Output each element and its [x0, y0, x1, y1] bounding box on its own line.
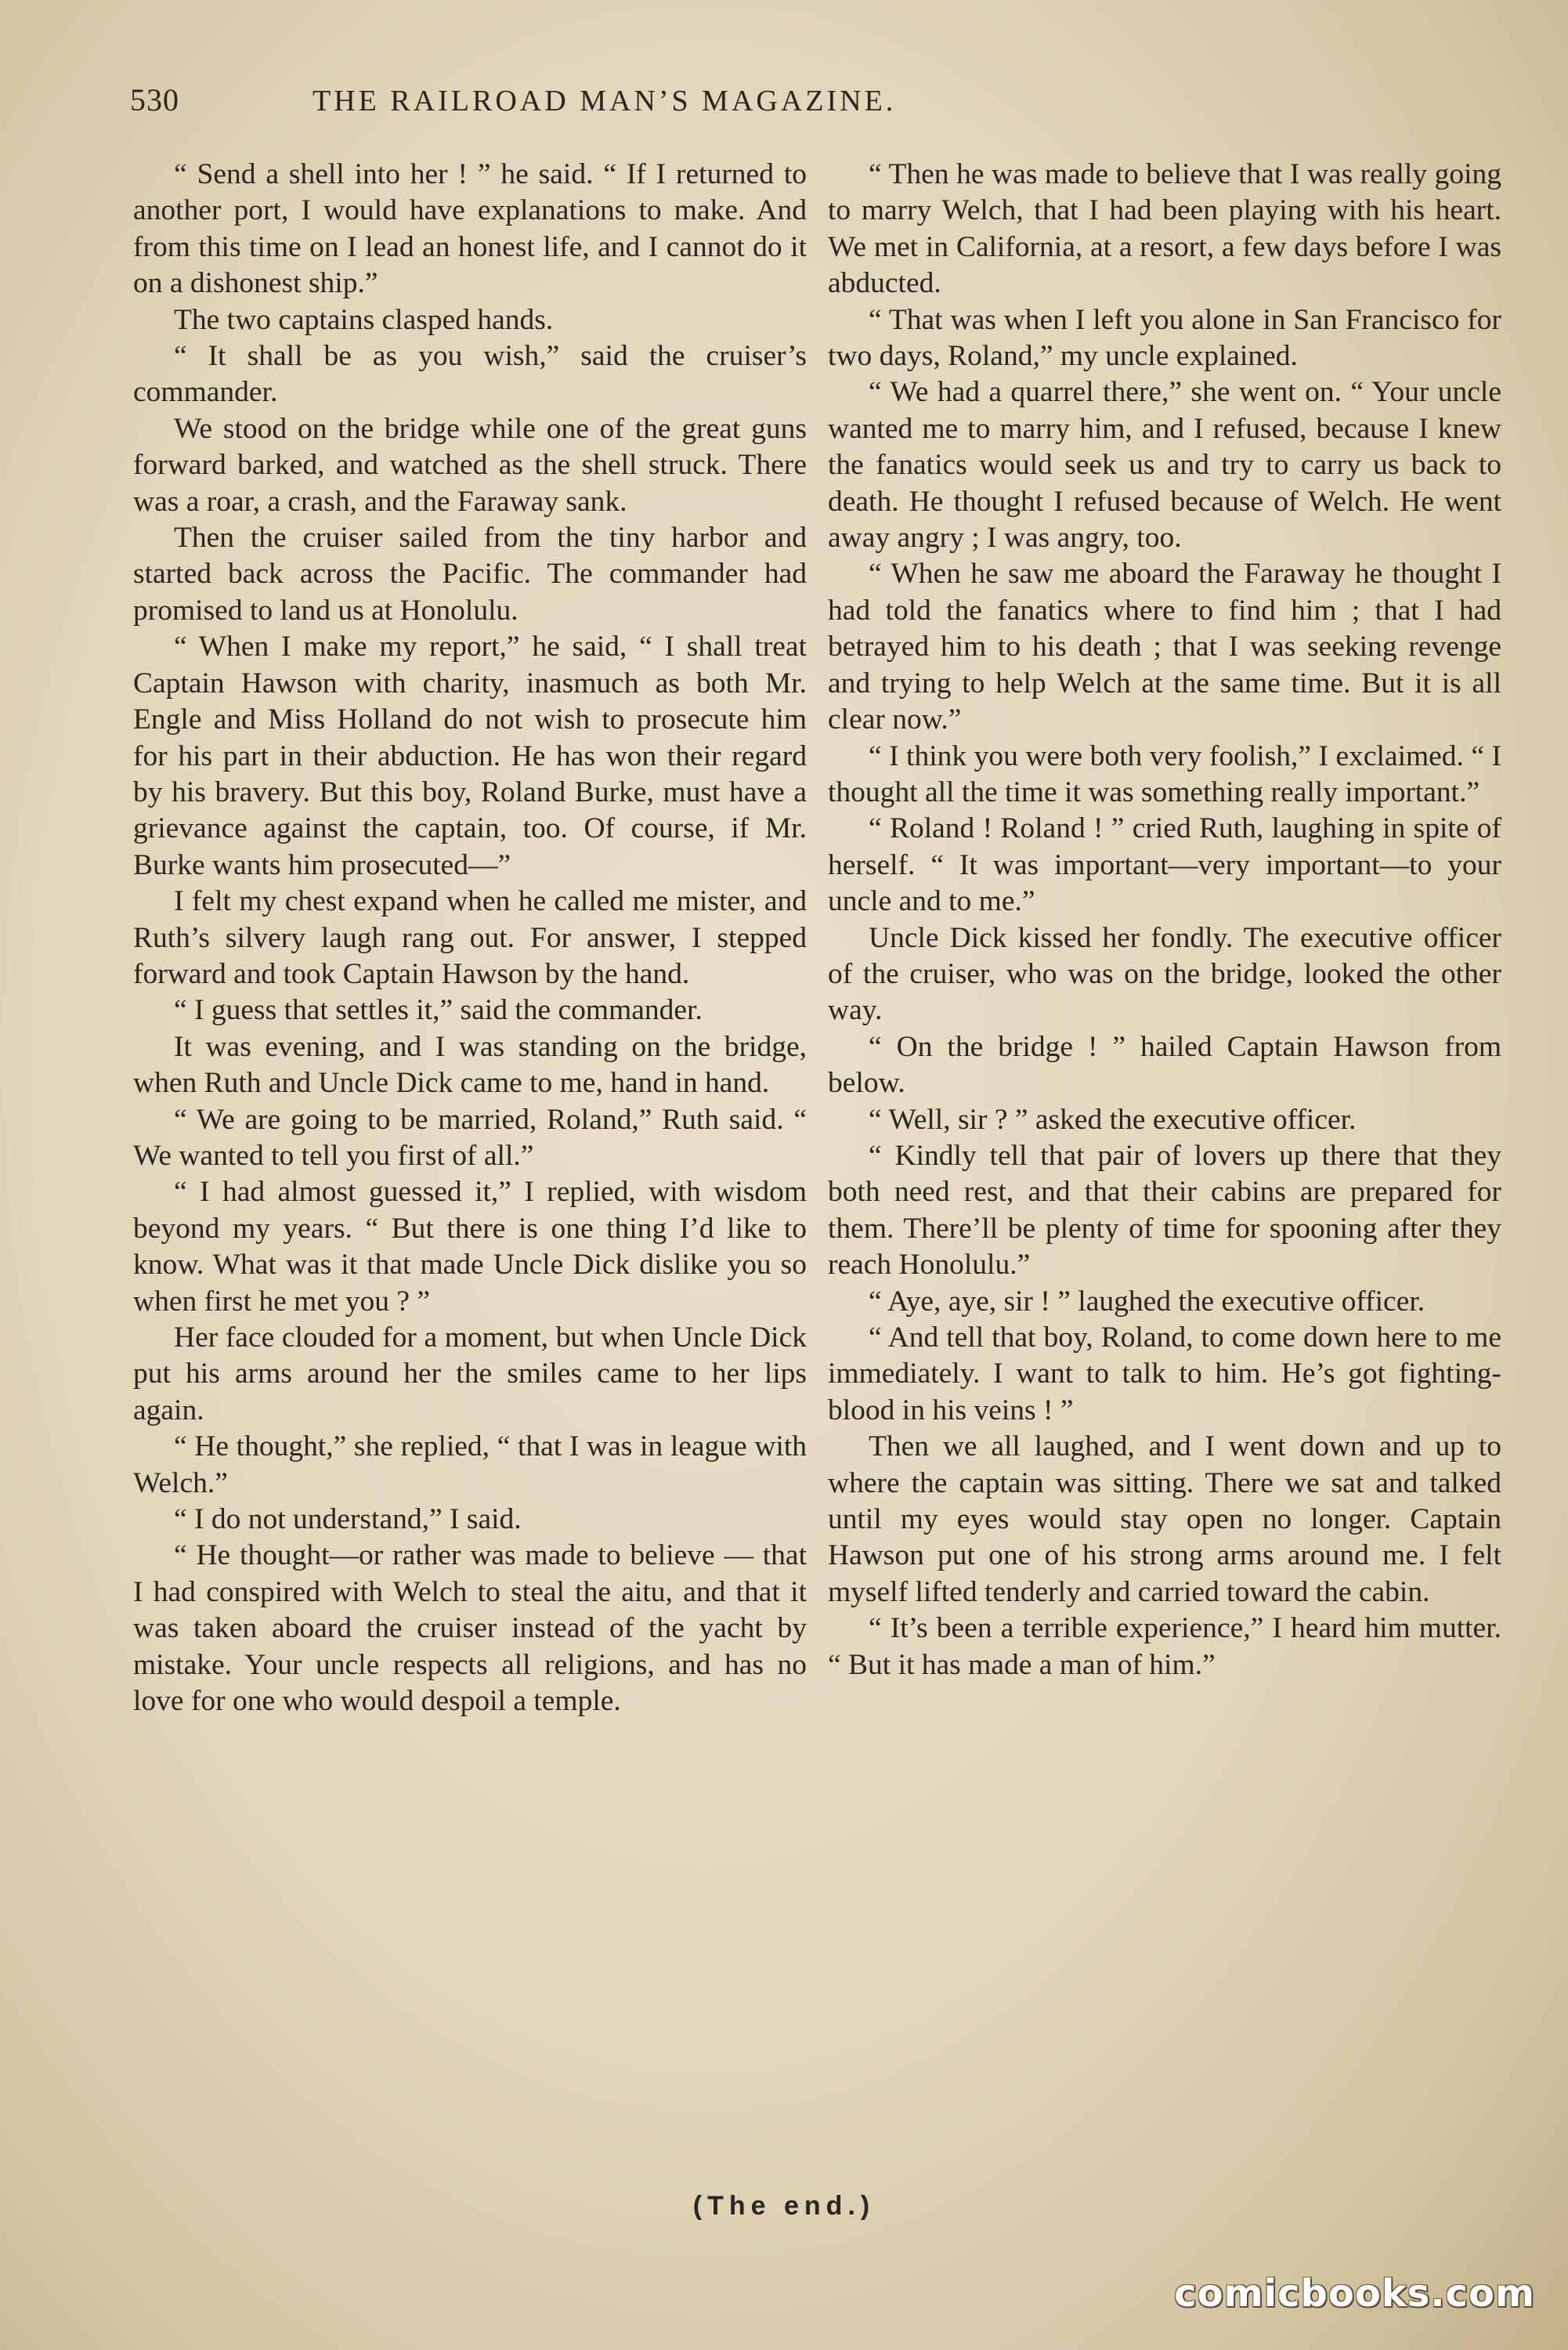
- paragraph: “ Roland ! Roland ! ” cried Ruth, laughing in spite of herself. “ It was important—very important—to your uncle and to me.”: [828, 812, 1501, 918]
- paragraph: “ I think you were both very foolish,” I exclaimed. “ I thought all the time it was something really important.”: [828, 739, 1501, 808]
- paragraph: “ Kindly tell that pair of lovers up there that they both need rest, and that their cabins are prepared for them. There’ll be plenty of time for spooning after they reach Honolulu.”: [828, 1139, 1501, 1282]
- text-column-left: [133, 157, 807, 1719]
- paragraph: “ Send a shell into her ! ” he said. “ If I returned to another port, I would have explanations to make. And from this time on I lead an honest life, and I cannot do it on a dishonest ship.”: [133, 158, 807, 300]
- paragraph: “ Well, sir ? ” asked the executive officer.: [869, 1103, 1357, 1136]
- paragraph: “ That was when I left you alone in San Francisco for two days, Roland,” my uncle explained.: [828, 303, 1501, 373]
- paragraph: Then we all laughed, and I went down and up to where the captain was sitting. There we sat and talked until my eyes would stay open no longer. Captain Hawson put one of his strong arms around me. I felt myself lifted tenderly and carried toward the cabin.: [828, 1430, 1501, 1608]
- paragraph: “ It’s been a terrible experience,” I heard him mutter. “ But it has made a man of him.”: [828, 1612, 1501, 1681]
- paragraph: We stood on the bridge while one of the great guns forward barked, and watched as the shell struck. There was a roar, a crash, and the Faraway sank.: [133, 412, 807, 518]
- paragraph: “ Aye, aye, sir ! ” laughed the executive officer.: [869, 1285, 1425, 1318]
- paragraph: “ I had almost guessed it,” I replied, with wisdom beyond my years. “ But there is one thing I’d like to know. What was it that made Uncle Dick dislike you so when first he met you ? ”: [133, 1176, 807, 1318]
- paragraph: “ I guess that settles it,” said the commander.: [174, 994, 703, 1027]
- paragraph: “ And tell that boy, Roland, to come down here to me immediately. I want to talk to him. He’s got fighting-blood in his veins ! ”: [828, 1321, 1501, 1426]
- paragraph: “ He thought—or rather was made to believe — that I had conspired with Welch to steal the aitu, and that it was taken aboard the cruiser instead of the yacht by mistake. Your uncle respects all religions, and has no love for one who would despoil a temple.: [133, 1539, 807, 1718]
- paragraph: The two captains clasped hands.: [174, 303, 554, 336]
- end-mark: (The end.): [692, 2191, 876, 2221]
- watermark-logo: comicbooks.com: [1174, 2272, 1535, 2316]
- paragraph: “ We had a quarrel there,” she went on. “ Your uncle wanted me to marry him, and I refused, because I knew the fanatics would seek us and try to carry us back to death. He thought I refused because of Welch. He went away angry ; I was angry, too.: [828, 376, 1501, 555]
- paragraph: It was evening, and I was standing on the bridge, when Ruth and Uncle Dick came to me, hand in hand.: [133, 1030, 807, 1100]
- paragraph: “ We are going to be married, Roland,” Ruth said. “ We wanted to tell you first of all.”: [133, 1103, 807, 1172]
- paragraph: Then the cruiser sailed from the tiny harbor and started back across the Pacific. The commander had promised to land us at Honolulu.: [133, 522, 807, 627]
- paragraph: “ On the bridge ! ” hailed Captain Hawson from below.: [828, 1030, 1501, 1100]
- text-column-right: [828, 157, 1501, 1683]
- paragraph: “ When I make my report,” he said, “ I shall treat Captain Hawson with charity, inasmuch as both Mr. Engle and Miss Holland do not wish to prosecute him for his part in their abduction. He has won their regard by his bravery. But this boy, Roland Burke, must have a grievance against the captain, too. Of course, if Mr. Burke wants him prosecuted—”: [133, 631, 807, 881]
- running-title: THE RAILROAD MAN’S MAGAZINE.: [313, 85, 897, 118]
- paragraph: I felt my chest expand when he called me mister, and Ruth’s silvery laugh rang out. For answer, I stepped forward and took Captain Hawson by the hand.: [133, 885, 807, 990]
- paragraph: “ He thought,” she replied, “ that I was in league with Welch.”: [133, 1430, 807, 1499]
- page-number: 530: [130, 82, 179, 118]
- paragraph: Her face clouded for a moment, but when Uncle Dick put his arms around her the smiles came to her lips again.: [133, 1321, 807, 1426]
- paragraph: “ When he saw me aboard the Faraway he thought I had told the fanatics where to find him ; that I had betrayed him to his death ; that I was seeking revenge and trying to help Welch at the same time. But it is all clear now.”: [828, 558, 1501, 736]
- paragraph: “ Then he was made to believe that I was really going to marry Welch, that I had been playing with his heart. We met in California, at a resort, a few days before I was abducted.: [828, 158, 1501, 300]
- paragraph: “ I do not understand,” I said.: [174, 1503, 522, 1536]
- paragraph: Uncle Dick kissed her fondly. The executive officer of the cruiser, who was on the bridge, looked the other way.: [828, 921, 1501, 1027]
- paragraph: “ It shall be as you wish,” said the cruiser’s commander.: [133, 340, 807, 409]
- page-header: [130, 81, 1184, 118]
